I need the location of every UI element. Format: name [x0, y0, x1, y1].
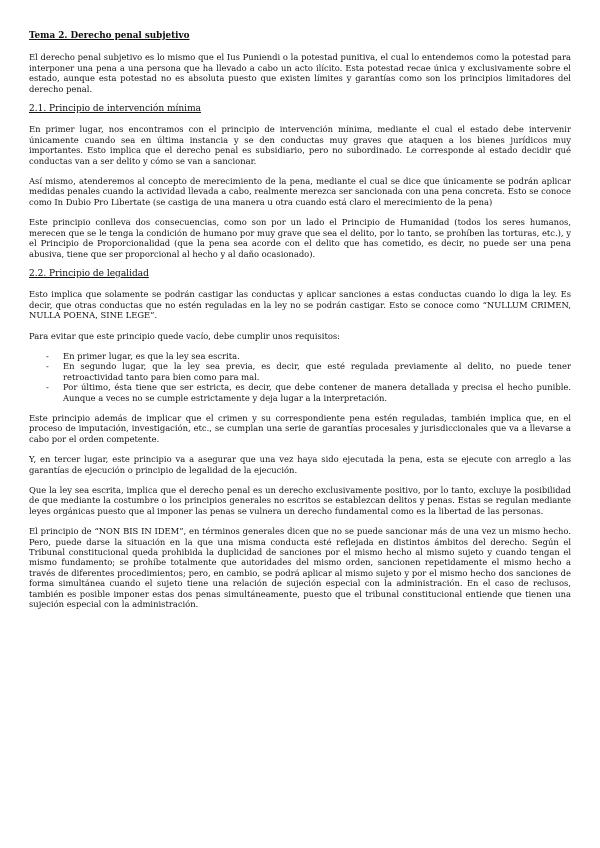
paragraph: Para evitar que este principio quede vacío, debe cumplir unos requisitos:: [29, 330, 341, 341]
list-item: [29, 361, 571, 382]
paragraph: Que la ley sea escrita, implica que el derecho penal es un derecho exclusivamente positivo, por lo tanto, excluye la posibilidad de que mediante la costumbre o los principios generales no escritos se establezcan delitos y penas. Estas se regulan mediante leyes orgánicas puesto que al imponer las penas se vulnera un derecho fundamental como es la libertad de las personas.: [29, 485, 571, 516]
paragraph: Esto implica que solamente se podrán castigar las conductas y aplicar sanciones a estas conductas cuando lo diga la ley. Es decir, que otras conductas que no estén reguladas en la ley no se podrán castigar. Esto se conoce como “NULLUM CRIMEN, NULLA POENA, SINE LEGE”.: [29, 289, 571, 321]
paragraph: Y, en tercer lugar, este principio va a asegurar que una vez haya sido ejecutada la pena, esta se ejecute con arreglo a las garantías de ejecución o principio de legalidad de la ejecución.: [29, 454, 571, 475]
paragraph: En primer lugar, nos encontramos con el principio de intervención mínima, mediante el cual el estado debe intervenir únicamente cuando sea en última instancia y se den conductas muy graves que ataquen a los bienes jurídicos muy importantes. Esto implica que el derecho penal es subsidiario, pero no subordinado. Le corresponde al estado decidir qué conductas van a ser delito y cómo se van a sancionar.: [29, 124, 571, 166]
section-heading-intervencion-minima: 2.1. Principio de intervención mínima: [29, 104, 201, 115]
bullet-dash: -: [46, 382, 49, 393]
list-item: [29, 382, 571, 403]
paragraph: Así mismo, atenderemos al concepto de merecimiento de la pena, mediante el cual se dice que únicamente se podrán aplicar medidas penales cuando la actividad llevada a cabo, realmente merezca ser sancionada con una pena concreta. Esto se conoce como In Dubio Pro Libertate (se castiga de una manera u otra cuando está claro el merecimiento de la pena): [29, 176, 571, 207]
list-item-text: En segundo lugar, que la ley sea previa, es decir, que esté regulada previamente al delito, no puede tener retroactividad tanto para bien como para mal.: [63, 361, 571, 382]
bullet-dash: -: [46, 350, 49, 361]
paragraph: El principio de “NON BIS IN IDEM”, en términos generales dicen que no se puede sancionar más de una vez un mismo hecho. Pero, puede darse la situación en la que una misma conducta esté reflejada en distintos ámbitos del derecho. Según el Tribunal constitucional queda prohibida la duplicidad de sanciones por el mismo hecho al mismo sujeto y cuando tengan el mismo fundamento; se prohíbe totalmente que autoridades del mismo orden, sancionen repetidamente el mismo hecho a través de diferentes procedimientos; pero, en cambio, se podrá aplicar al mismo sujeto y por el mismo hecho dos sanciones de forma simultánea cuando el sujeto tiene una relación de sujeción especial con la administración. En el caso de reclusos, también es posible imponer estas dos penas simultáneamente, puesto que el tribunal constitucional entiende que tienen una sujeción especial con la administración.: [29, 526, 571, 610]
intro-paragraph: El derecho penal subjetivo es lo mismo que el Ius Puniendi o la potestad punitiva, el cual lo entendemos como la potestad para interponer una pena a una persona que ha llevado a cabo un acto ilícito. Esta potestad recae única y exclusivamente sobre el estado, aunque esta potestad no es absoluta puesto que existen límites y garantías como son los principios limitadores del derecho penal.: [29, 52, 571, 94]
list-item-text: En primer lugar, es que la ley sea escrita.: [63, 350, 240, 361]
list-item-text: Por último, ésta tiene que ser estricta, es decir, que debe contener de manera detallada y precisa el hecho punible. Aunque a veces no se cumple estrictamente y deja lugar a la interpretación.: [63, 382, 571, 403]
paragraph: Este principio además de implicar que el crimen y su correspondiente pena estén reguladas, también implica que, en el proceso de imputación, investigación, etc., se cumplan una serie de garantías procesales y jurisdiccionales que va a llevarse a cabo por el orden competente.: [29, 412, 571, 444]
requirements-list: [29, 351, 571, 403]
document-title: Tema 2. Derecho penal subjetivo: [29, 31, 190, 41]
section-heading-legalidad: 2.2. Principio de legalidad: [29, 268, 149, 279]
bullet-dash: -: [46, 361, 49, 372]
paragraph: Este principio conlleva dos consecuencias, como son por un lado el Principio de Humanidad (todos los seres humanos, merecen que se le tenga la condición de humano por muy grave que sea el delito, por lo tanto, se prohíben las torturas, etc.), y el Principio de Proporcionalidad (que la pena sea acorde con el delito que has cometido, es decir, no puede ser una pena abusiva, tiene que ser proporcional al hecho y al daño ocasionado).: [29, 217, 571, 259]
list-item: [29, 351, 571, 361]
